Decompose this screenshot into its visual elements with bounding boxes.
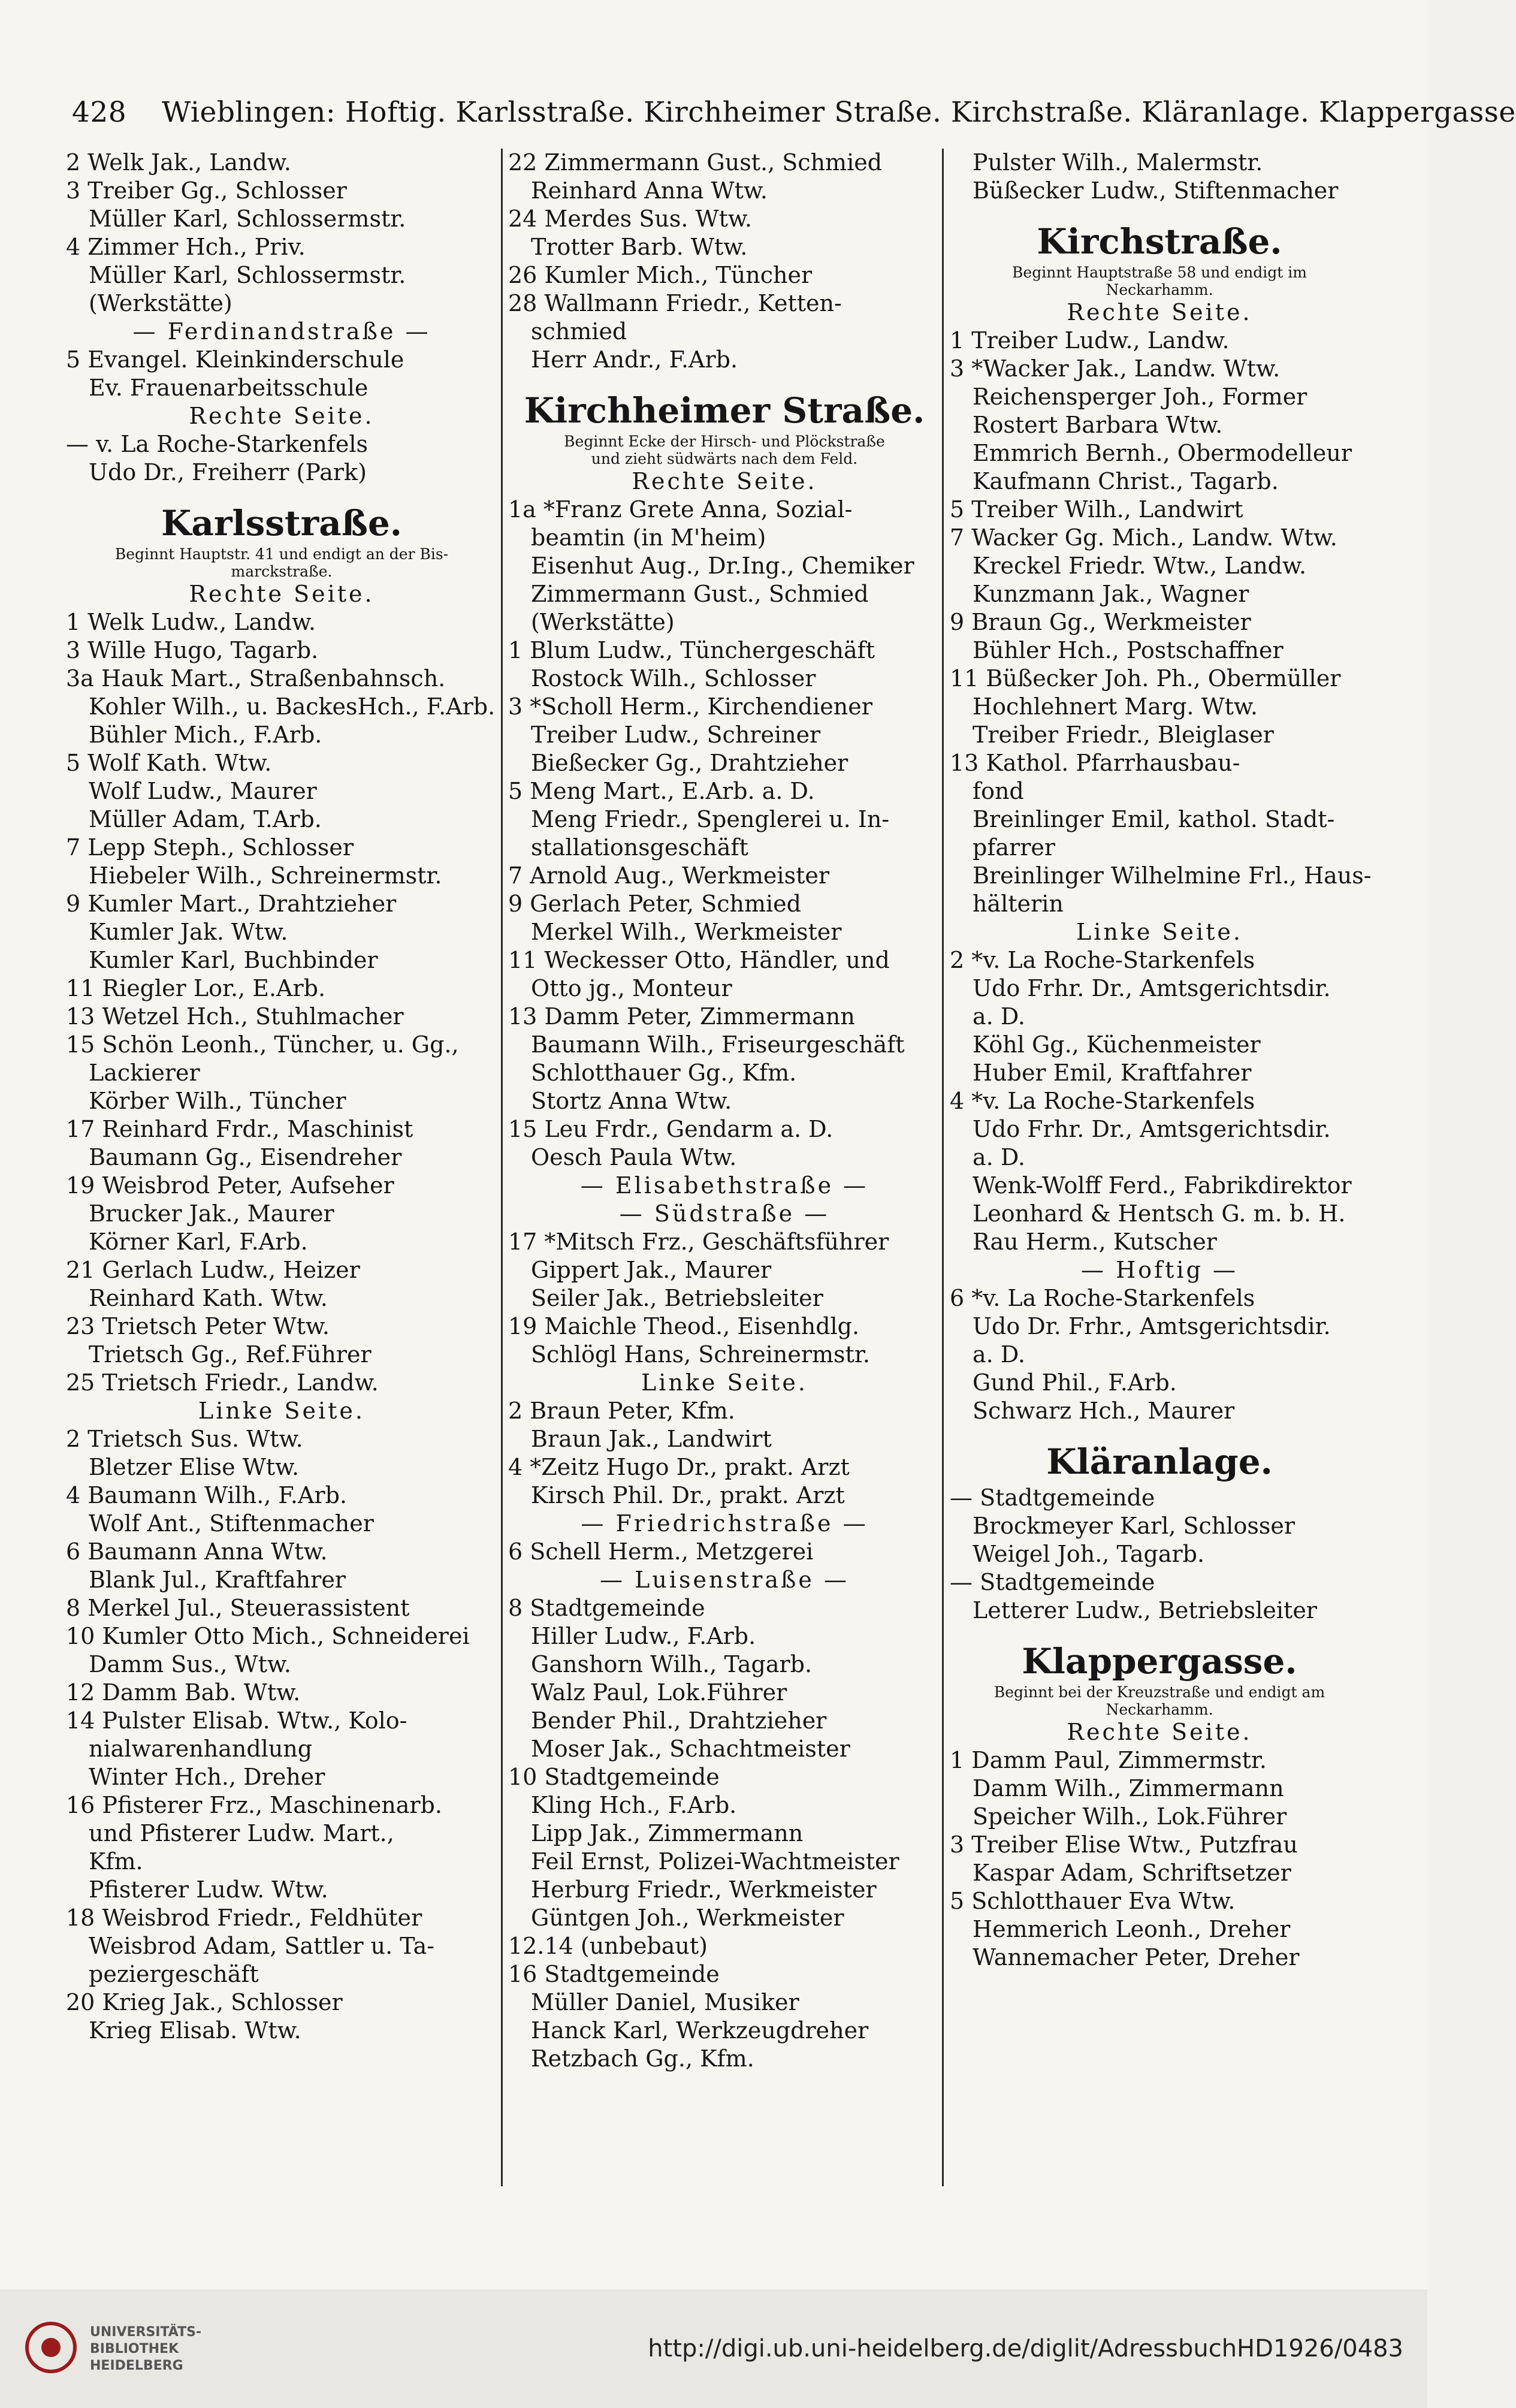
entry-line: Weisbrod Adam, Sattler u. Ta- [89,1933,435,1959]
entry-line: 7 Wacker Gg. Mich., Landw. Wtw. [950,524,1337,551]
street-note: Beginnt Ecke der Hirsch- und Plöckstraße [564,433,885,450]
entry-line: Kaufmann Christ., Tagarb. [973,468,1279,494]
entry-line: 1 Damm Paul, Zimmermstr. [950,1747,1267,1773]
entry-line: Feil Ernst, Polizei-Wachtmeister [531,1848,899,1875]
entry-line: Güntgen Joh., Werkmeister [531,1905,844,1931]
page-number: 428 [72,96,127,129]
entry-line: 16 Stadtgemeinde [508,1961,720,1987]
section-heading: — Friedrichstraße — [581,1510,868,1537]
section-heading: Rechte Seite. [189,403,375,429]
entry-line: Treiber Friedr., Bleiglaser [973,722,1274,748]
entry-line: Lackierer [89,1060,200,1086]
entry-line: Gund Phil., F.Arb. [973,1369,1177,1396]
entry-line: Braun Jak., Landwirt [531,1426,772,1452]
entry-line: Pfisterer Ludw. Wtw. [89,1876,328,1903]
section-heading: Linke Seite. [198,1398,365,1424]
street-note: marckstraße. [231,563,333,580]
section-heading: — Luisenstraße — [600,1567,849,1593]
entry-line: 1 Treiber Ludw., Landw. [950,327,1230,354]
street-title: Kirchheimer Straße. [524,390,925,431]
source-url-link[interactable]: http://digi.ub.uni-heidelberg.de/diglit/AdressbuchHD1926/0483 [648,2335,1403,2362]
section-heading: Linke Seite. [641,1369,808,1396]
street-title: Kläranlage. [1046,1441,1273,1482]
library-name [90,2324,201,2374]
entry-line: Schlotthauer Gg., Kfm. [531,1060,797,1086]
entry-line: Reinhard Anna Wtw. [531,177,768,204]
entry-line: Seiler Jak., Betriebsleiter [531,1285,823,1311]
entry-line: 15 Schön Leonh., Tüncher, u. Gg., [66,1031,459,1058]
entry-line: Udo Dr., Freiherr (Park) [89,459,367,485]
entry-line: 11 Weckesser Otto, Händler, und [508,947,890,973]
entry-line: 2 Welk Jak., Landw. [66,149,291,176]
entry-line: 5 Treiber Wilh., Landwirt [950,496,1243,523]
entry-line: Hiller Ludw., F.Arb. [531,1623,756,1649]
entry-line: Winter Hch., Dreher [89,1764,325,1790]
entry-line: 9 Braun Gg., Werkmeister [950,609,1251,635]
entry-line: 16 Pfisterer Frz., Maschinenarb. [66,1792,442,1818]
section-heading: — Elisabethstraße — [580,1172,869,1199]
entry-line: Hemmerich Leonh., Dreher [973,1916,1291,1942]
entry-line: Baumann Gg., Eisendreher [89,1144,402,1170]
entry-line: 5 Evangel. Kleinkinderschule [66,346,404,373]
entry-line: Körber Wilh., Tüncher [89,1088,346,1114]
entry-line: (Werkstätte) [531,609,675,635]
entry-line: Oesch Paula Wtw. [531,1144,737,1170]
entry-line: 12 Damm Bab. Wtw. [66,1679,301,1706]
entry-line: 24 Merdes Sus. Wtw. [508,206,752,232]
street-note: Neckarhamm. [1106,1701,1213,1718]
entry-line: Kumler Jak. Wtw. [89,919,288,945]
library-name-line: HEIDELBERG [90,2358,183,2373]
entry-line: 3 Wille Hugo, Tagarb. [66,637,319,663]
section-heading: — Südstraße — [619,1200,830,1227]
entry-line: 19 Weisbrod Peter, Aufseher [66,1172,394,1199]
entry-line: 17 Reinhard Frdr., Maschinist [66,1116,413,1142]
university-logo-icon [24,2321,78,2374]
entry-line: Eisenhut Aug., Dr.Ing., Chemiker [531,553,914,579]
street-note: Beginnt Hauptstraße 58 und endigt im [1012,264,1307,281]
entry-line: nialwarenhandlung [89,1736,313,1762]
entry-line: Müller Karl, Schlossermstr. [89,206,406,232]
street-title: Kirchstraße. [1037,221,1282,262]
entry-line: Kreckel Friedr. Wtw., Landw. [973,553,1307,579]
entry-line: 4 *Zeitz Hugo Dr., prakt. Arzt [508,1454,850,1480]
street-title: Klappergasse. [1022,1641,1297,1682]
entry-line: Köhl Gg., Küchenmeister [973,1031,1261,1058]
entry-line: 23 Trietsch Peter Wtw. [66,1313,330,1339]
entry-line: 12.14 (unbebaut) [508,1933,708,1959]
entry-line: Schwarz Hch., Maurer [973,1398,1235,1424]
entry-line: 5 Wolf Kath. Wtw. [66,750,272,776]
entry-line: 2 Trietsch Sus. Wtw. [66,1426,303,1452]
entry-line: peziergeschäft [89,1961,259,1987]
entry-line: Stortz Anna Wtw. [531,1088,732,1114]
entry-line: Damm Wilh., Zimmermann [973,1775,1284,1802]
street-note: Neckarhamm. [1106,281,1213,298]
entry-line: 10 Kumler Otto Mich., Schneiderei [66,1623,470,1649]
entry-line: 8 Stadtgemeinde [508,1595,705,1621]
entry-line: 3a Hauk Mart., Straßenbahnsch. [66,665,446,692]
section-heading: — Ferdinandstraße — [132,318,431,345]
entry-line: Blank Jul., Kraftfahrer [89,1567,346,1593]
entry-line: 6 *v. La Roche-Starkenfels [950,1285,1255,1311]
entry-line: 6 Baumann Anna Wtw. [66,1538,328,1565]
entry-line: pfarrer [973,834,1056,861]
entry-line: Kaspar Adam, Schriftsetzer [973,1860,1291,1886]
spacer [66,487,497,501]
entry-line: Reinhard Kath. Wtw. [89,1285,328,1311]
street-note: Beginnt bei der Kreuzstraße und endigt am [993,1683,1325,1701]
column-1 [66,149,497,2045]
entry-line: Ganshorn Wilh., Tagarb. [531,1651,813,1677]
entry-line: Retzbach Gg., Kfm. [531,2045,754,2072]
entry-line: und Pfisterer Ludw. Mart., [89,1820,394,1846]
entry-line: Pulster Wilh., Malermstr. [973,149,1263,176]
entry-line: Bühler Hch., Postschaffner [973,637,1284,663]
street-note: Beginnt Hauptstr. 41 und endigt an der Bis- [114,545,449,563]
entry-line: (Werkstätte) [89,290,232,316]
entry-line: 26 Kumler Mich., Tüncher [508,262,813,288]
entry-line: Reichensperger Joh., Former [973,384,1307,410]
entry-line: — Stadtgemeinde [950,1484,1155,1511]
entry-line: Bühler Mich., F.Arb. [89,722,322,748]
section-heading: Rechte Seite. [1067,299,1252,325]
entry-line: 18 Weisbrod Friedr., Feldhüter [66,1905,422,1931]
entry-line: Kfm. [89,1848,143,1875]
entry-line: fond [973,778,1024,804]
entry-line: Treiber Ludw., Schreiner [531,722,821,748]
entry-line: 1a *Franz Grete Anna, Sozial- [508,496,853,523]
entry-line: Baumann Wilh., Friseurgeschäft [531,1031,905,1058]
library-name-line: BIBLIOTHEK [90,2341,179,2356]
entry-line: 2 *v. La Roche-Starkenfels [950,947,1255,973]
entry-line: Hanck Karl, Werkzeugdreher [531,2017,869,2044]
entry-line: Müller Adam, T.Arb. [89,806,322,832]
entry-line: Speicher Wilh., Lok.Führer [973,1803,1287,1830]
spacer [950,1625,1369,1639]
entry-line: 1 Blum Ludw., Tünchergeschäft [508,637,875,663]
entry-line: Trotter Barb. Wtw. [531,234,748,260]
entry-line: 9 Gerlach Peter, Schmied [508,891,801,917]
section-heading: Rechte Seite. [1067,1719,1252,1745]
entry-line: Krieg Elisab. Wtw. [89,2017,301,2044]
column-divider [942,149,944,2186]
entry-line: Kirsch Phil. Dr., prakt. Arzt [531,1482,845,1508]
entry-line: 19 Maichle Theod., Eisenhdlg. [508,1313,860,1339]
entry-line: Rostock Wilh., Schlosser [531,665,816,692]
entry-line: 6 Schell Herm., Metzgerei [508,1538,814,1565]
entry-line: 3 *Scholl Herm., Kirchendiener [508,693,872,720]
entry-line: 3 *Wacker Jak., Landw. Wtw. [950,355,1281,382]
entry-line: Gippert Jak., Maurer [531,1257,772,1283]
entry-line: 14 Pulster Elisab. Wtw., Kolo- [66,1707,407,1734]
entry-line: Wolf Ludw., Maurer [89,778,317,804]
entry-line: Brucker Jak., Maurer [89,1200,334,1227]
entry-line: Müller Karl, Schlossermstr. [89,262,406,288]
entry-line: Udo Frhr. Dr., Amtsgerichtsdir. [973,1116,1331,1142]
column-2 [508,149,941,2073]
entry-line: Körner Karl, F.Arb. [89,1229,308,1255]
column-divider [501,149,503,2186]
section-heading: — Hoftig — [1081,1257,1238,1283]
entry-line: Müller Daniel, Musiker [531,1989,799,2015]
entry-line: Wolf Ant., Stiftenmacher [89,1510,374,1537]
section-heading: Linke Seite. [1076,919,1243,945]
entry-line: Udo Dr. Frhr., Amtsgerichtsdir. [973,1313,1331,1339]
entry-line: Breinlinger Wilhelmine Frl., Haus- [973,862,1372,889]
entry-line: Brockmeyer Karl, Schlosser [973,1513,1295,1539]
entry-line: 10 Stadtgemeinde [508,1764,720,1790]
entry-line: stallationsgeschäft [531,834,748,861]
street-note: und zieht südwärts nach dem Feld. [591,450,858,467]
section-heading: Rechte Seite. [632,468,817,494]
entry-line: 4 Zimmer Hch., Priv. [66,234,306,260]
entry-line: Damm Sus., Wtw. [89,1651,291,1677]
entry-line: Herburg Friedr., Werkmeister [531,1876,877,1903]
entry-line: Bießecker Gg., Drahtzieher [531,750,848,776]
entry-line: 9 Kumler Mart., Drahtzieher [66,891,397,917]
entry-line: Bender Phil., Drahtzieher [531,1707,827,1734]
entry-line: a. D. [973,1341,1026,1368]
entry-line: Kohler Wilh., u. BackesHch., F.Arb. [89,693,496,720]
entry-line: schmied [531,318,627,345]
entry-line: Hiebeler Wilh., Schreinermstr. [89,862,442,889]
entry-line: Zimmermann Gust., Schmied [531,581,869,607]
entry-line: Moser Jak., Schachtmeister [531,1736,850,1762]
entry-line: — Stadtgemeinde [950,1569,1155,1595]
street-title: Karlsstraße. [161,503,402,544]
entry-line: Meng Friedr., Spenglerei u. In- [531,806,890,832]
entry-line: 21 Gerlach Ludw., Heizer [66,1257,360,1283]
section-heading: Rechte Seite. [189,581,375,607]
entry-line: 3 Treiber Gg., Schlosser [66,177,347,204]
entry-line: Walz Paul, Lok.Führer [531,1679,787,1706]
entry-line: a. D. [973,1144,1026,1170]
entry-line: Wenk-Wolff Ferd., Fabrikdirektor [973,1172,1352,1199]
entry-line: Kumler Karl, Buchbinder [89,947,378,973]
page-title: Wieblingen: Hoftig. Karlsstraße. Kirchheimer Straße. Kirchstraße. Kläranlage. Klappergasse [162,96,1516,129]
entry-line: Rau Herm., Kutscher [973,1229,1217,1255]
footer-bar [0,2289,1427,2408]
entry-line: Rostert Barbara Wtw. [973,412,1223,438]
entry-line: Ev. Frauenarbeitsschule [89,375,369,401]
spacer [950,205,1369,219]
entry-line: 2 Braun Peter, Kfm. [508,1398,735,1424]
entry-line: hälterin [973,891,1064,917]
spacer [508,374,941,388]
entry-line: 15 Leu Frdr., Gendarm a. D. [508,1116,834,1142]
entry-line: Büßecker Ludw., Stiftenmacher [973,177,1339,204]
entry-line: 13 Wetzel Hch., Stuhlmacher [66,1003,404,1030]
entry-line: 28 Wallmann Friedr., Ketten- [508,290,842,316]
entry-line: Weigel Joh., Tagarb. [973,1541,1205,1567]
entry-line: Udo Frhr. Dr., Amtsgerichtsdir. [973,975,1331,1001]
entry-line: Wannemacher Peter, Dreher [973,1944,1300,1971]
entry-line: Merkel Wilh., Werkmeister [531,919,842,945]
entry-line: a. D. [973,1003,1026,1030]
entry-line: 13 Damm Peter, Zimmermann [508,1003,855,1030]
entry-line: Kunzmann Jak., Wagner [973,581,1249,607]
column-3 [950,149,1372,1972]
entry-line: 8 Merkel Jul., Steuerassistent [66,1595,410,1621]
entry-line: Schlögl Hans, Schreinermstr. [531,1341,870,1368]
entry-line: Huber Emil, Kraftfahrer [973,1060,1252,1086]
entry-line: 17 *Mitsch Frz., Geschäftsführer [508,1229,889,1255]
entry-line: beamtin (in M'heim) [531,524,766,551]
spacer [950,1425,1369,1440]
entry-line: 25 Trietsch Friedr., Landw. [66,1369,379,1396]
entry-line: Trietsch Gg., Ref.Führer [89,1341,372,1368]
entry-line: 20 Krieg Jak., Schlosser [66,1989,343,2015]
entry-line: Kling Hch., F.Arb. [531,1792,737,1818]
library-name-line: UNIVERSITÄTS- [90,2325,202,2340]
entry-line: 4 Baumann Wilh., F.Arb. [66,1482,347,1508]
entry-line: Bletzer Elise Wtw. [89,1454,300,1480]
entry-line: Lipp Jak., Zimmermann [531,1820,804,1846]
entry-line: — v. La Roche-Starkenfels [66,431,369,457]
entry-line: 4 *v. La Roche-Starkenfels [950,1088,1255,1114]
entry-line: 7 Lepp Steph., Schlosser [66,834,354,861]
entry-line: Herr Andr., F.Arb. [531,346,738,373]
entry-line: Otto jg., Monteur [531,975,732,1001]
page-header [72,89,1516,137]
entry-line: 5 Meng Mart., E.Arb. a. D. [508,778,815,804]
entry-line: 1 Welk Ludw., Landw. [66,609,316,635]
entry-line: Letterer Ludw., Betriebsleiter [973,1597,1317,1624]
entry-line: 5 Schlotthauer Eva Wtw. [950,1888,1236,1914]
entry-line: Hochlehnert Marg. Wtw. [973,693,1258,720]
entry-line: 7 Arnold Aug., Werkmeister [508,862,829,889]
entry-line: Emmrich Bernh., Obermodelleur [973,440,1352,466]
entry-line: Leonhard & Hentsch G. m. b. H. [973,1200,1346,1227]
entry-line: Breinlinger Emil, kathol. Stadt- [973,806,1335,832]
entry-line: 3 Treiber Elise Wtw., Putzfrau [950,1831,1298,1858]
entry-line: 13 Kathol. Pfarrhausbau- [950,750,1240,776]
entry-line: 22 Zimmermann Gust., Schmied [508,149,883,176]
entry-line: 11 Riegler Lor., E.Arb. [66,975,326,1001]
entry-line: 11 Büßecker Joh. Ph., Obermüller [950,665,1341,692]
